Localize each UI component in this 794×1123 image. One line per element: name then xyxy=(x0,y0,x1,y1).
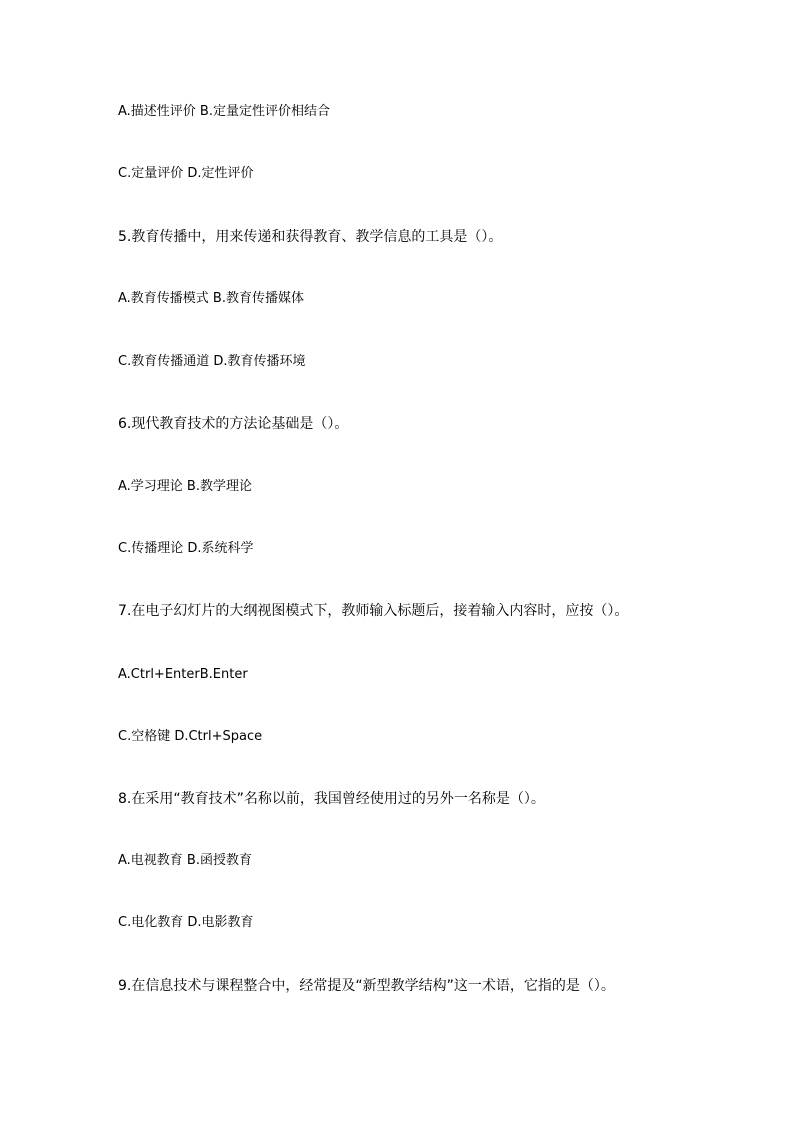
option-line-q8-ab: A.电视教育 B.函授教育 xyxy=(118,853,252,868)
option-line-q4-ab: A.描述性评价 B.定量定性评价相结合 xyxy=(118,104,330,119)
option-line-q7-ab: A.Ctrl+EnterB.Enter xyxy=(118,667,248,682)
option-line-q8-cd: C.电化教育 D.电影教育 xyxy=(118,915,254,930)
option-line-q5-ab: A.教育传播模式 B.教育传播媒体 xyxy=(118,291,304,306)
question-5: 5.教育传播中，用来传递和获得教育、教学信息的工具是（）。 xyxy=(118,229,503,245)
option-line-q7-cd: C.空格键 D.Ctrl+Space xyxy=(118,729,263,744)
option-line-q5-cd: C.教育传播通道 D.教育传播环境 xyxy=(118,354,306,369)
question-7: 7.在电子幻灯片的大纲视图模式下，教师输入标题后，接着输入内容时，应按（）。 xyxy=(118,603,629,619)
option-line-q6-cd: C.传播理论 D.系统科学 xyxy=(118,541,254,556)
option-line-q4-cd: C.定量评价 D.定性评价 xyxy=(118,166,254,181)
question-8: 8.在采用“教育技术”名称以前，我国曾经使用过的另外一名称是（）。 xyxy=(118,791,545,807)
option-line-q6-ab: A.学习理论 B.教学理论 xyxy=(118,479,252,494)
question-9: 9.在信息技术与课程整合中，经常提及“新型教学结构”这一术语，它指的是（）。 xyxy=(118,978,615,994)
question-6: 6.现代教育技术的方法论基础是（）。 xyxy=(118,416,349,432)
